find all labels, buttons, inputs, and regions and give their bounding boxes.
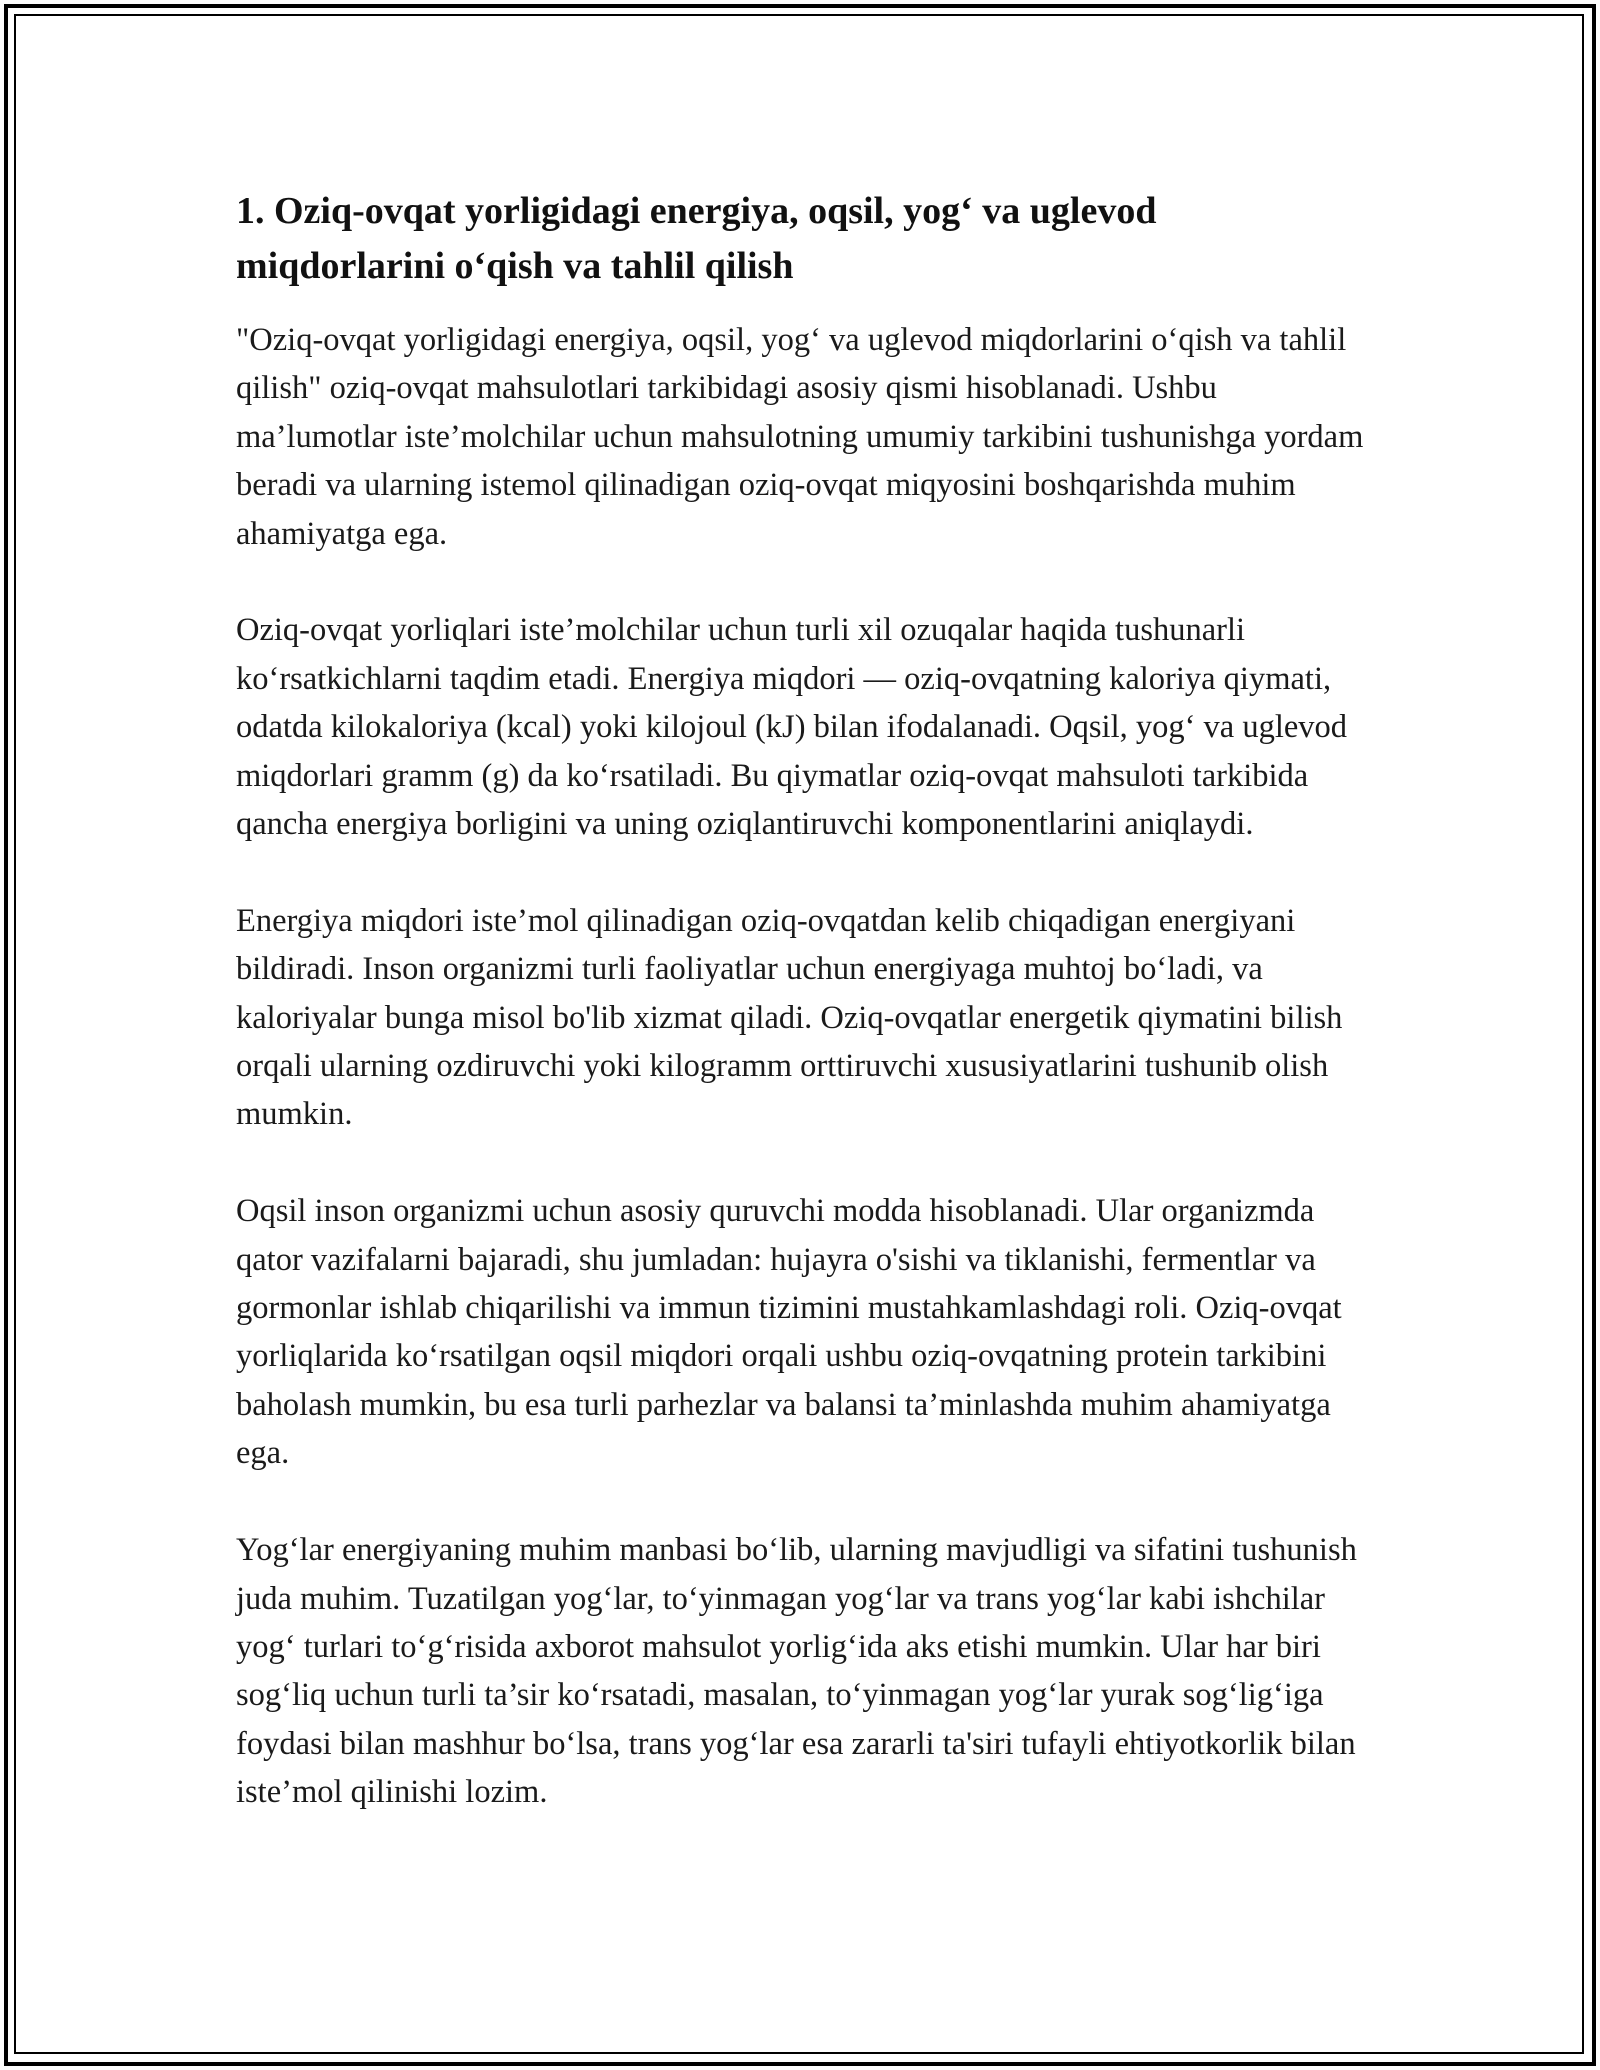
- paragraph-2: Oziq-ovqat yorliqlari iste’molchilar uchun turli xil ozuqalar haqida tushunarli ko‘rsatkichlarni taqdim etadi. Energiya miqdori — oziq-ovqatning kaloriya qiymati, odatda kilokaloriya (kcal) yoki kilojoul (kJ) bilan ifodalanadi. Oqsil, yog‘ va uglevod miqdorlari gramm (g) da ko‘rsatiladi. Bu qiymatlar oziq-ovqat mahsuloti tarkibida qancha energiya borligini va uning oziqlantiruvchi komponentlarini aniqlaydi.: [236, 612, 1348, 843]
- section-heading: 1. Oziq-ovqat yorligidagi energiya, oqsil, yog‘ va uglevod miqdorlarini o‘qish va tahlil qilish: [236, 190, 1157, 287]
- paragraph-5: Yog‘lar energiyaning muhim manbasi bo‘lib, ularning mavjudligi va sifatini tushunish juda muhim. Tuzatilgan yog‘lar, to‘yinmagan yog‘lar va trans yog‘lar kabi ishchilar yog‘ turlari to‘g‘risida axborot mahsulot yorlig‘ida aks etishi mumkin. Ular har biri sog‘liq uchun turli ta’sir ko‘rsatadi, masalan, to‘yinmagan yog‘lar yurak sog‘lig‘iga foydasi bilan mashhur bo‘lsa, trans yog‘lar esa zararli ta'siri tufayli ehtiyotkorlik bilan iste’mol qilinishi lozim.: [236, 1532, 1357, 1811]
- paragraph-4: Oqsil inson organizmi uchun asosiy quruvchi modda hisoblanadi. Ular organizmda qator vazifalarni bajaradi, shu jumladan: hujayra o'sishi va tiklanishi, fermentlar va gormonlar ishlab chiqarilishi va immun tizimini mustahkamlashdagi roli. Oziq-ovqat yorliqlarida ko‘rsatilgan oqsil miqdori orqali ushbu oziq-ovqatning protein tarkibini baholash mumkin, bu esa turli parhezlar va balansi ta’minlashda muhim ahamiyatga ega.: [236, 1193, 1342, 1472]
- paragraph-3: Energiya miqdori iste’mol qilinadigan oziq-ovqatdan kelib chiqadigan energiyani bildiradi. Inson organizmi turli faoliyatlar uchun energiyaga muhtoj bo‘ladi, va kaloriyalar bunga misol bo'lib xizmat qiladi. Oziq-ovqatlar energetik qiymatini bilish orqali ularning ozdiruvchi yoki kilogramm orttiruvchi xususiyatlarini tushunib olish mumkin.: [236, 902, 1343, 1133]
- document-body: [236, 184, 1366, 1865]
- paragraph-1: "Oziq-ovqat yorligidagi energiya, oqsil, yog‘ va uglevod miqdorlarini o‘qish va tahlil qilish" oziq-ovqat mahsulotlari tarkibidagi asosiy qismi hisoblanadi. Ushbu ma’lumotlar iste’molchilar uchun mahsulotning umumiy tarkibini tushunishga yordam beradi va ularning istemol qilinadigan oziq-ovqat miqyosini boshqarishda muhim ahamiyatga ega.: [236, 322, 1364, 552]
